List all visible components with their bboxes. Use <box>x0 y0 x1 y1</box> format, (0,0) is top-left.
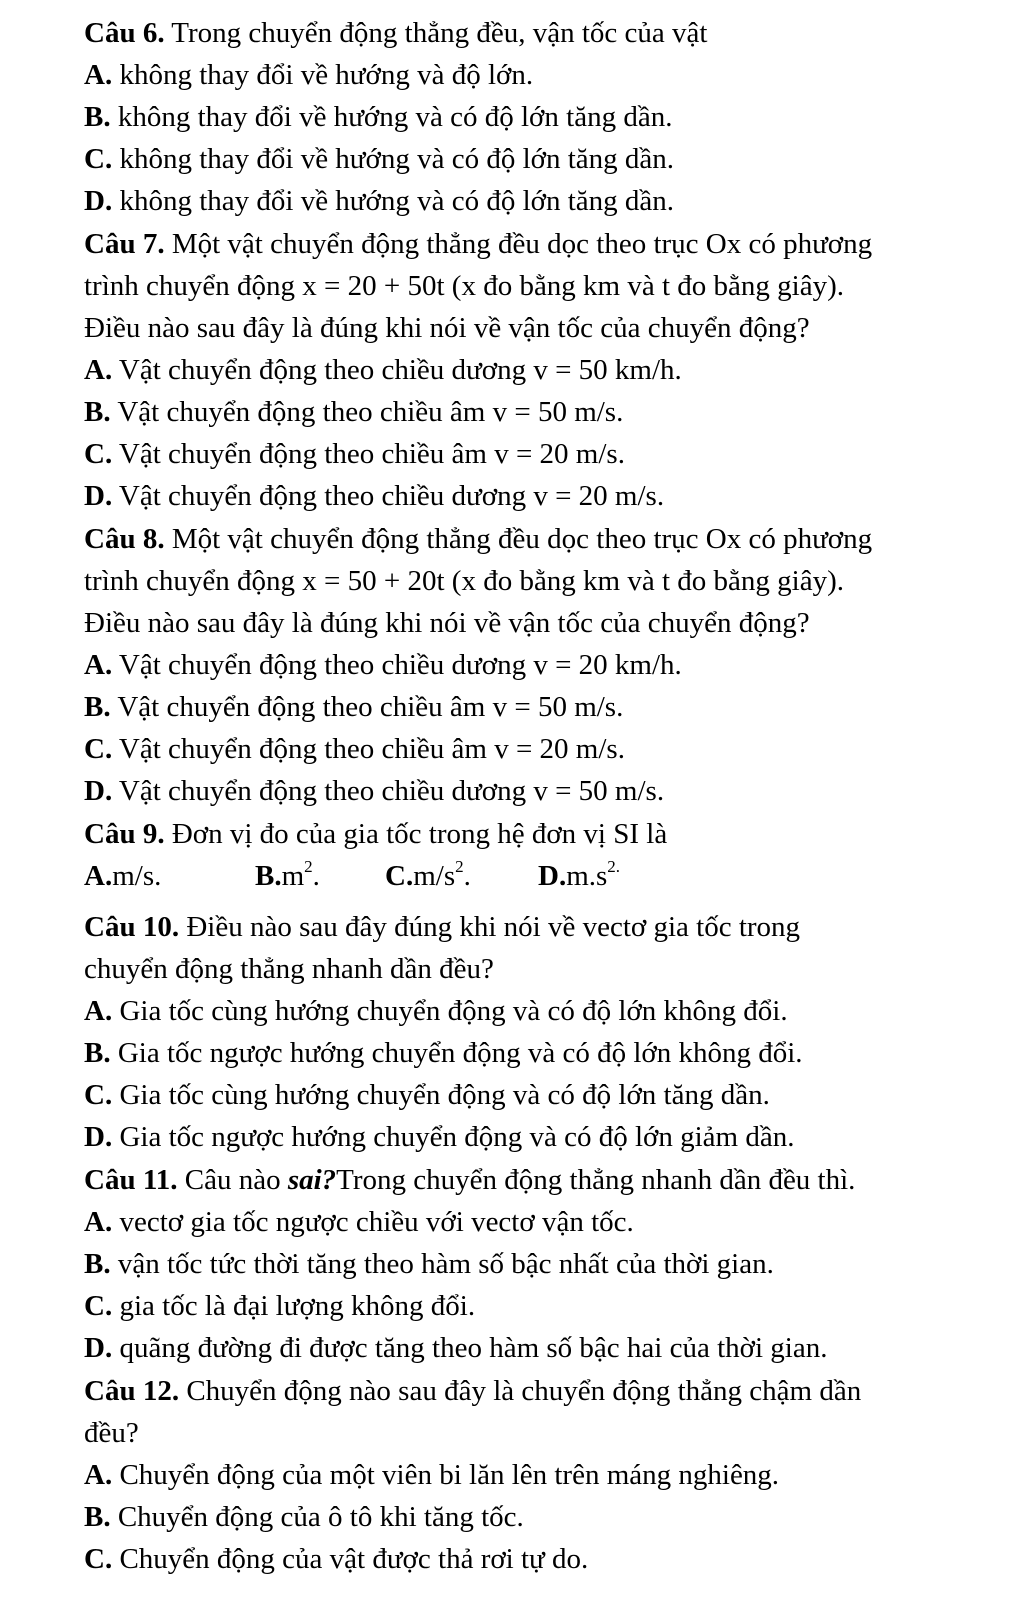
option-c: C. Vật chuyển động theo chiều âm v = 20 m/s. <box>84 733 625 765</box>
question-8-line-2: trình chuyển động x = 50 + 20t (x đo bằng km và t đo bằng giây). <box>84 565 845 597</box>
option-c: C. Chuyển động của vật được thả rơi tự do. <box>84 1543 589 1575</box>
option-b: B. không thay đổi về hướng và có độ lớn tăng dần. <box>84 101 673 133</box>
option-d: D. Vật chuyển động theo chiều dương v = 50 m/s. <box>84 775 665 807</box>
question-10 <box>84 910 800 944</box>
question-8-line-3: Điều nào sau đây là đúng khi nói về vận tốc của chuyển động? <box>84 607 810 639</box>
option-d: D. quãng đường đi được tăng theo hàm số bậc hai của thời gian. <box>84 1332 828 1364</box>
option-c: C. Vật chuyển động theo chiều âm v = 20 m/s. <box>84 438 625 470</box>
question-9 <box>84 817 667 851</box>
option-c: $C.m/s^2$. <box>385 857 471 892</box>
option-a: A. Vật chuyển động theo chiều dương v = 20 km/h. <box>84 649 682 681</box>
question-8 <box>84 522 872 556</box>
question-7 <box>84 227 872 261</box>
option-a: A. Chuyển động của một viên bi lăn lên trên máng nghiêng. <box>84 1459 780 1491</box>
question-7-line-2: trình chuyển động x = 20 + 50t (x đo bằng km và t đo bằng giây). <box>84 270 845 302</box>
question-number: Câu 11. <box>84 1164 178 1196</box>
emphasis-word: sai? <box>287 1164 337 1196</box>
question-number: Câu 8. <box>84 523 165 555</box>
question-text: Trong chuyển động thẳng đều, vận tốc của vật <box>164 17 708 49</box>
question-11: Câu 11. Câu nào sai?Trong chuyển động thẳng nhanh dần đều thì. <box>84 1164 856 1196</box>
option-d: D. không thay đổi về hướng và có độ lớn tăng dần. <box>84 185 675 217</box>
question-text: Chuyển động nào sau đây là chuyển động thẳng chậm dần <box>179 1375 862 1407</box>
question-text: Đơn vị đo của gia tốc trong hệ đơn vị SI là <box>164 818 668 850</box>
question-text: Điều nào sau đây đúng khi nói về vectơ gia tốc trong <box>179 911 801 943</box>
option-c: C. không thay đổi về hướng và có độ lớn tăng dần. <box>84 143 675 175</box>
option-a: A. vectơ gia tốc ngược chiều với vectơ vận tốc. <box>84 1206 634 1238</box>
option-a: A. Gia tốc cùng hướng chuyển động và có độ lớn không đổi. <box>84 995 788 1027</box>
question-6 <box>84 16 707 50</box>
option-b: B. Vật chuyển động theo chiều âm v = 50 m/s. <box>84 396 624 428</box>
question-number: Câu 6. <box>84 17 165 49</box>
option-a: A. Vật chuyển động theo chiều dương v = 50 km/h. <box>84 354 682 386</box>
option-d: $D.m.s^{2.}$ <box>538 857 621 892</box>
option-b: B. Gia tốc ngược hướng chuyển động và có độ lớn không đổi. <box>84 1037 803 1069</box>
option-d: D. Gia tốc ngược hướng chuyển động và có độ lớn giảm dần. <box>84 1121 795 1153</box>
option-b: $B.m^2$. <box>255 857 320 892</box>
question-number: Câu 7. <box>84 228 165 260</box>
question-text: Một vật chuyển động thẳng đều dọc theo trục Ox có phương <box>164 228 873 260</box>
option-a: A. không thay đổi về hướng và độ lớn. <box>84 59 534 91</box>
option-c: C. Gia tốc cùng hướng chuyển động và có độ lớn tăng dần. <box>84 1079 770 1111</box>
question-12-line-2: đều? <box>84 1417 139 1449</box>
question-text: Một vật chuyển động thẳng đều dọc theo trục Ox có phương <box>164 523 873 555</box>
option-b: B. vận tốc tức thời tăng theo hàm số bậc nhất của thời gian. <box>84 1248 774 1280</box>
option-b: B. Chuyển động của ô tô khi tăng tốc. <box>84 1501 524 1533</box>
question-12 <box>84 1374 861 1408</box>
option-d: D. Vật chuyển động theo chiều dương v = 20 m/s. <box>84 480 665 512</box>
question-number: Câu 9. <box>84 818 165 850</box>
question-7-line-3: Điều nào sau đây là đúng khi nói về vận tốc của chuyển động? <box>84 312 810 344</box>
option-b: B. Vật chuyển động theo chiều âm v = 50 m/s. <box>84 691 624 723</box>
option-a: A.m/s. <box>84 860 162 892</box>
question-number: Câu 10. <box>84 911 180 943</box>
question-10-line-2: chuyển động thẳng nhanh dần đều? <box>84 953 494 985</box>
option-c: C. gia tốc là đại lượng không đổi. <box>84 1290 476 1322</box>
question-number: Câu 12. <box>84 1375 180 1407</box>
